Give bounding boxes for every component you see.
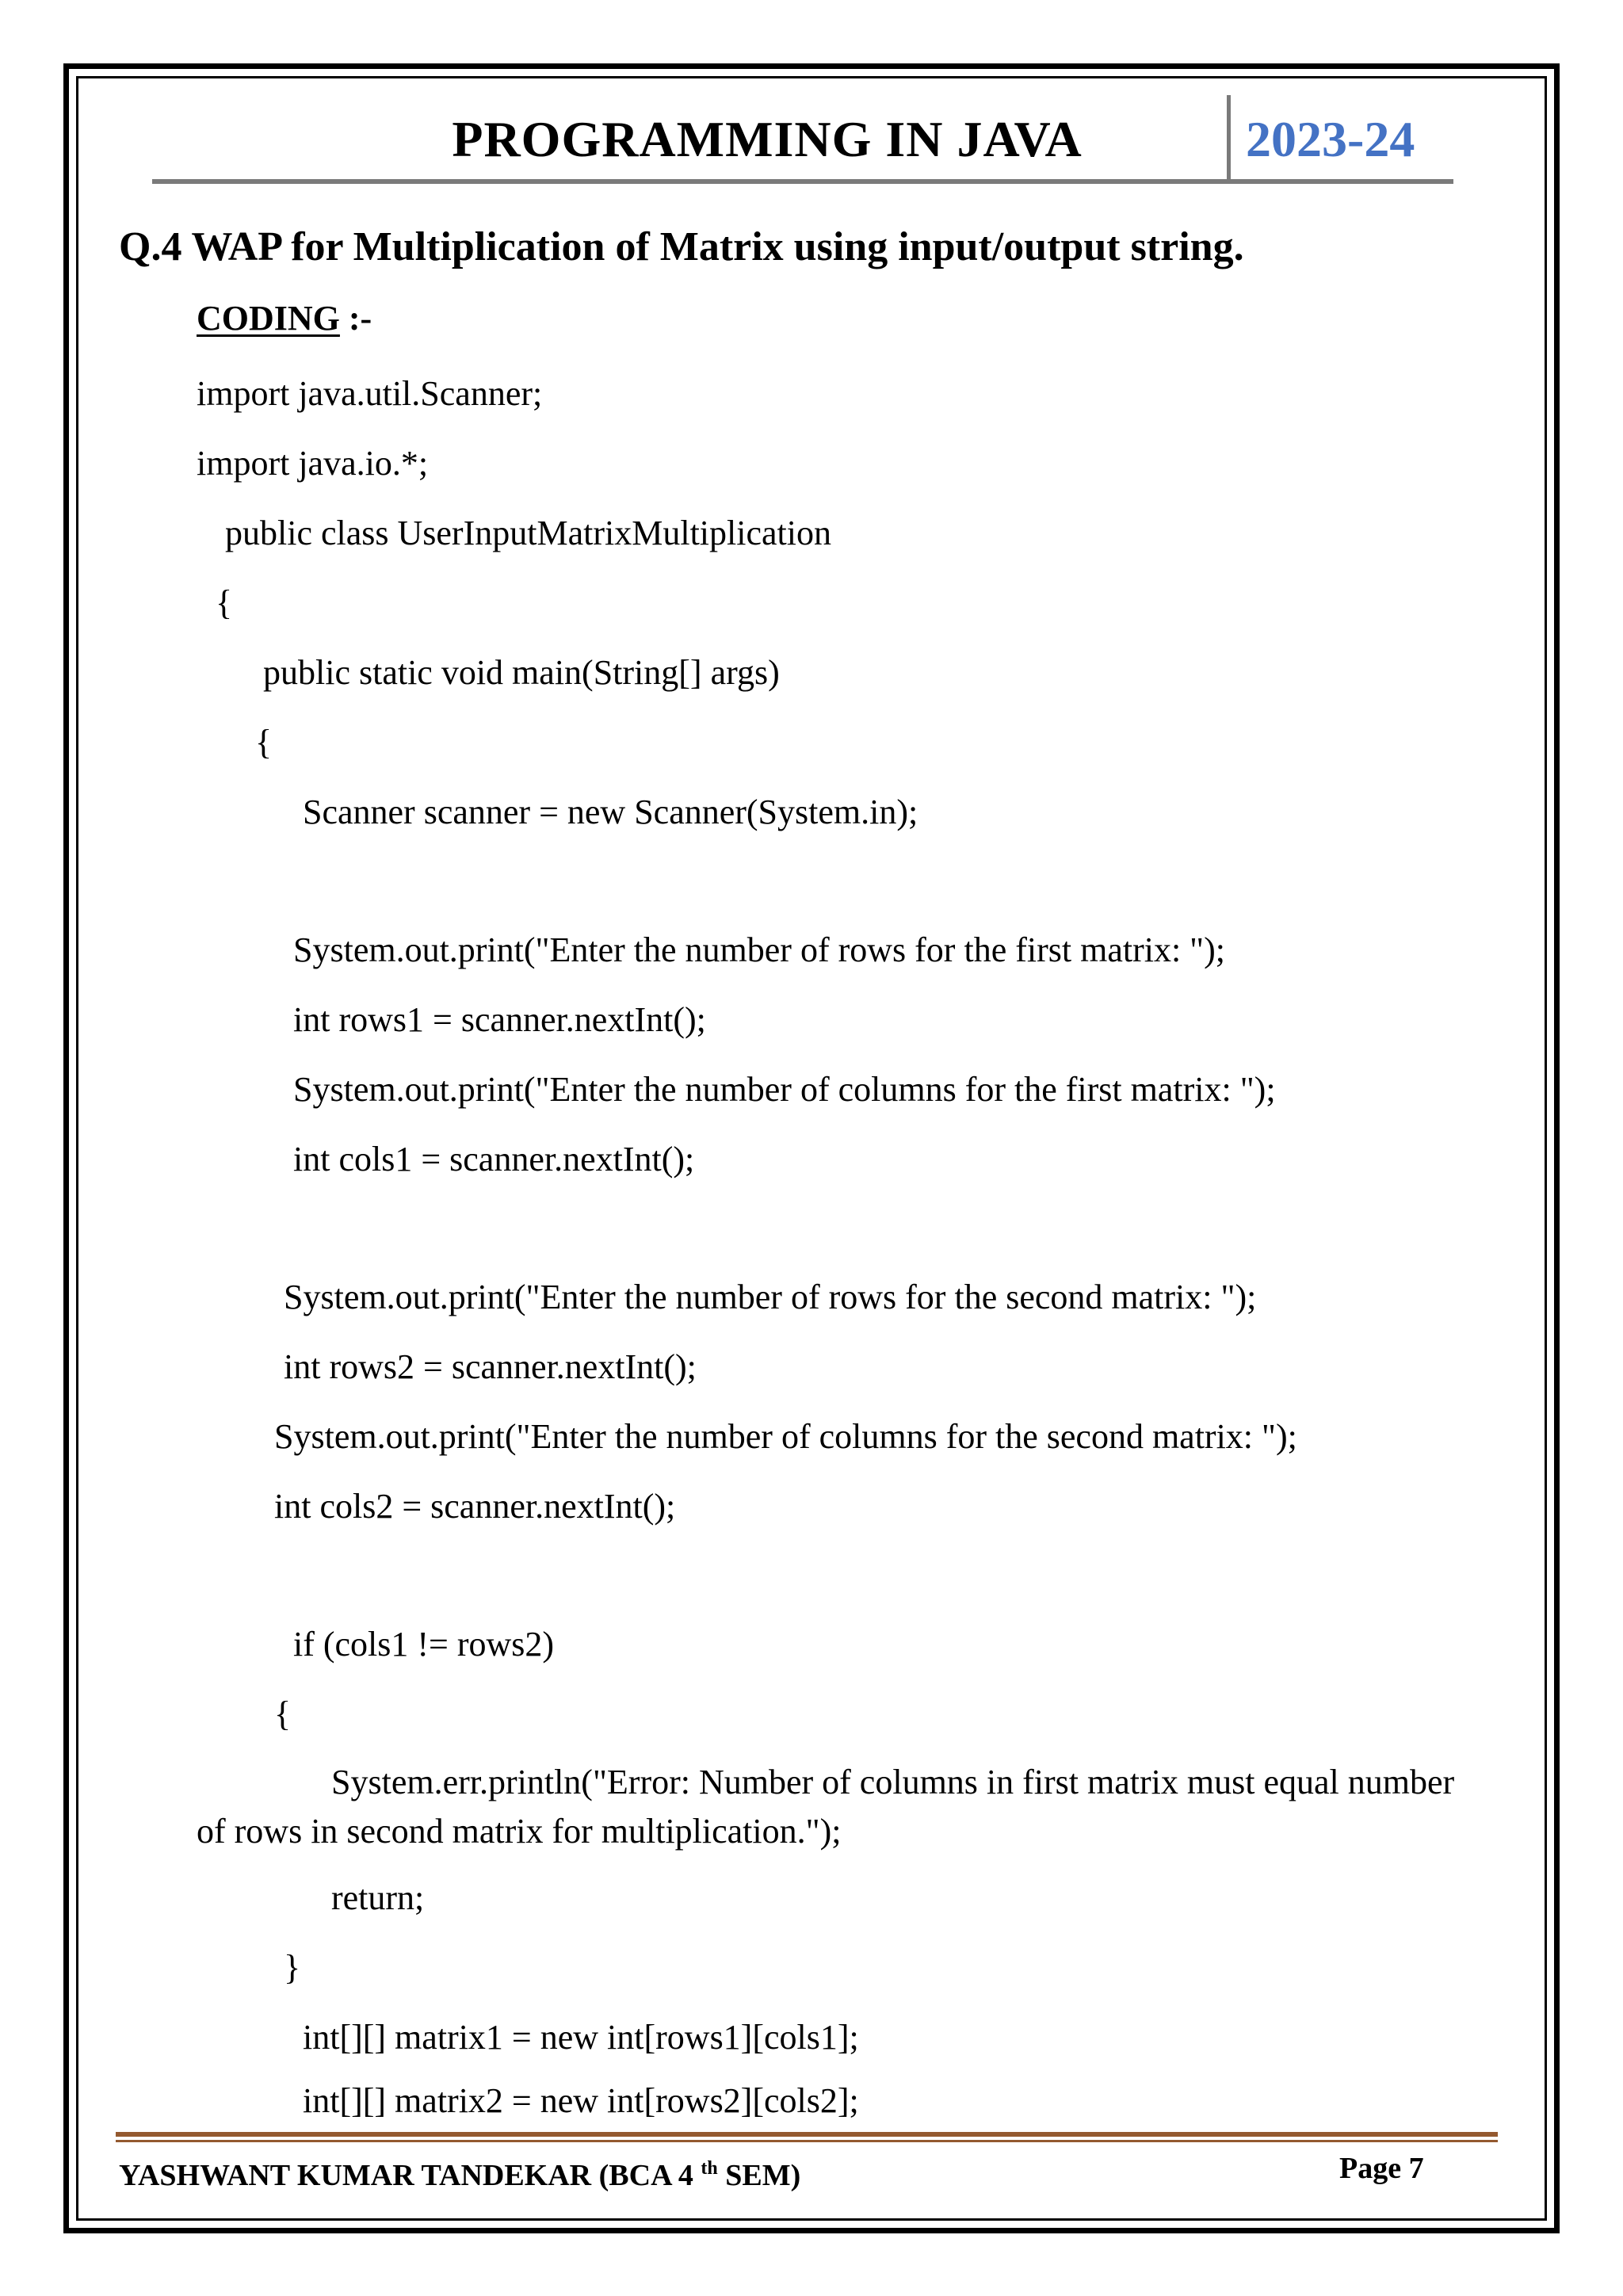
coding-suffix: :-	[339, 299, 372, 338]
header-title: PROGRAMMING IN JAVA	[452, 111, 1083, 167]
code-line: System.out.print("Enter the number of columns for the second matrix: ");	[274, 1417, 1297, 1456]
coding-label: CODING	[197, 299, 340, 338]
code-line: int rows1 = scanner.nextInt();	[293, 1000, 706, 1039]
code-line: public class UserInputMatrixMultiplication	[225, 514, 831, 552]
code-line: int[][] matrix1 = new int[rows1][cols1];	[303, 2018, 859, 2057]
code-line: if (cols1 != rows2)	[293, 1625, 555, 1664]
code-line: {	[255, 723, 273, 762]
code-line: int cols2 = scanner.nextInt();	[274, 1487, 676, 1526]
code-line: Scanner scanner = new Scanner(System.in);	[303, 793, 918, 831]
footer-page-number: Page 7	[1339, 2152, 1424, 2185]
code-line-text: System.err.println("Error: Number of columns in first matrix must equal number of rows in second matrix for multiplication.");	[197, 1763, 1455, 1851]
code-line: int[][] matrix2 = new int[rows2][cols2];	[303, 2081, 859, 2120]
code-line: import java.io.*;	[197, 444, 429, 483]
code-line: System.out.print("Enter the number of rows for the second matrix: ");	[284, 1278, 1257, 1316]
code-line: System.out.print("Enter the number of columns for the first matrix: ");	[293, 1070, 1276, 1109]
code-line: return;	[331, 1878, 425, 1917]
code-line: System.out.print("Enter the number of rows for the first matrix: ");	[293, 930, 1226, 969]
footer-author-sup: th	[701, 2158, 718, 2179]
code-line: int cols1 = scanner.nextInt();	[293, 1140, 695, 1179]
footer-rule-thin	[116, 2140, 1498, 2142]
footer-author	[119, 2146, 800, 2198]
footer-author-prefix: YASHWANT KUMAR TANDEKAR (BCA 4	[119, 2159, 701, 2192]
code-line: public static void main(String[] args)	[263, 653, 780, 692]
code-line: }	[284, 1948, 301, 1987]
code-line: {	[274, 1694, 292, 1733]
code-line: import java.util.Scanner;	[197, 374, 543, 413]
footer-rule	[116, 2132, 1498, 2137]
code-line: int rows2 = scanner.nextInt();	[284, 1347, 697, 1386]
header-divider	[1227, 95, 1231, 184]
footer-author-suffix: SEM)	[717, 2159, 801, 2192]
header-rule	[152, 179, 1453, 184]
coding-heading	[197, 293, 372, 344]
header-year: 2023-24	[1246, 111, 1415, 167]
code-line-wrapped	[197, 1758, 1457, 1856]
code-line: {	[216, 583, 233, 622]
question-heading: Q.4 WAP for Multiplication of Matrix using input/output string.	[119, 224, 1244, 269]
